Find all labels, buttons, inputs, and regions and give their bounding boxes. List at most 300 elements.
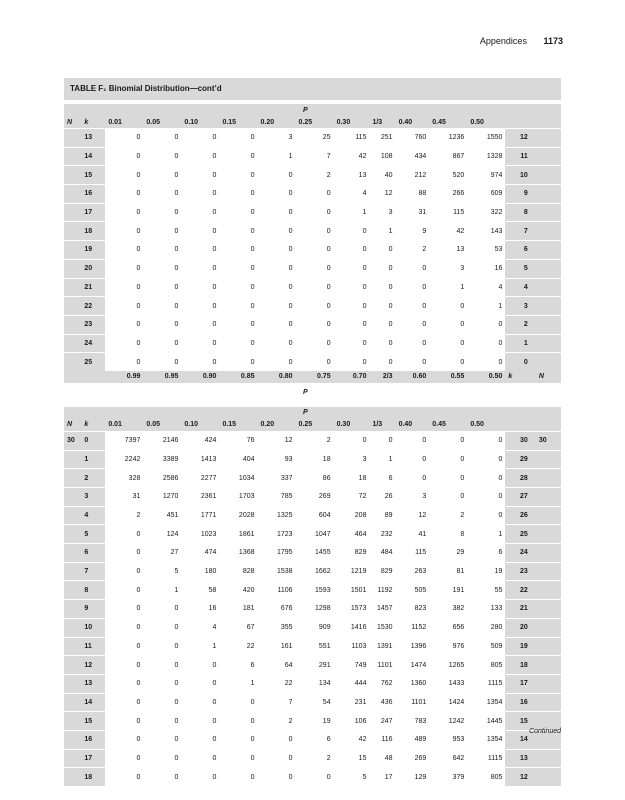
footer-p-value: 0.99 bbox=[105, 371, 143, 383]
value-cell: 93 bbox=[258, 450, 296, 469]
value-cell: 0 bbox=[467, 431, 505, 450]
n-complement-cell bbox=[536, 749, 561, 768]
value-cell: 474 bbox=[181, 544, 219, 563]
value-cell: 1101 bbox=[396, 693, 430, 712]
value-cell: 0 bbox=[105, 129, 143, 148]
value-cell: 0 bbox=[467, 334, 505, 353]
value-cell: 17 bbox=[369, 768, 395, 786]
table-row bbox=[64, 222, 561, 241]
value-cell: 1 bbox=[181, 637, 219, 656]
n-cell bbox=[64, 581, 81, 600]
k-cell: 19 bbox=[81, 241, 105, 260]
table-row bbox=[64, 353, 561, 371]
value-cell: 0 bbox=[143, 693, 181, 712]
value-cell: 18 bbox=[334, 469, 370, 488]
value-cell: 4 bbox=[467, 278, 505, 297]
value-cell: 829 bbox=[369, 562, 395, 581]
value-cell: 0 bbox=[296, 315, 334, 334]
value-cell: 1298 bbox=[296, 600, 334, 619]
k-complement-cell: 15 bbox=[505, 712, 535, 731]
n-cell bbox=[64, 656, 81, 675]
value-cell: 2277 bbox=[181, 469, 219, 488]
value-cell: 0 bbox=[396, 297, 430, 316]
value-cell: 0 bbox=[369, 353, 395, 371]
value-cell: 0 bbox=[143, 147, 181, 166]
k-complement-cell: 1 bbox=[505, 334, 535, 353]
value-cell: 0 bbox=[369, 431, 395, 450]
n-complement-cell bbox=[536, 544, 561, 563]
n-cell bbox=[64, 259, 81, 278]
n-complement-cell bbox=[536, 297, 561, 316]
value-cell: 1354 bbox=[467, 730, 505, 749]
value-cell: 0 bbox=[219, 185, 257, 204]
header-n: N bbox=[64, 419, 81, 432]
value-cell: 48 bbox=[369, 749, 395, 768]
k-cell: 21 bbox=[81, 278, 105, 297]
value-cell: 1152 bbox=[396, 618, 430, 637]
value-cell: 0 bbox=[219, 730, 257, 749]
value-cell: 0 bbox=[181, 147, 219, 166]
table-row bbox=[64, 147, 561, 166]
table-row bbox=[64, 203, 561, 222]
value-cell: 22 bbox=[219, 637, 257, 656]
value-cell: 1662 bbox=[296, 562, 334, 581]
value-cell: 0 bbox=[105, 185, 143, 204]
value-cell: 0 bbox=[143, 315, 181, 334]
value-cell: 404 bbox=[219, 450, 257, 469]
k-complement-cell: 25 bbox=[505, 525, 535, 544]
value-cell: 805 bbox=[467, 656, 505, 675]
k-complement-cell: 19 bbox=[505, 637, 535, 656]
value-cell: 783 bbox=[396, 712, 430, 731]
header-p-value: 0.25 bbox=[296, 116, 334, 129]
value-cell: 0 bbox=[143, 297, 181, 316]
value-cell: 0 bbox=[334, 259, 370, 278]
value-cell: 16 bbox=[181, 600, 219, 619]
value-cell: 0 bbox=[258, 749, 296, 768]
value-cell: 0 bbox=[181, 768, 219, 786]
value-cell: 0 bbox=[396, 315, 430, 334]
n-cell bbox=[64, 712, 81, 731]
k-complement-cell: 22 bbox=[505, 581, 535, 600]
value-cell: 266 bbox=[429, 185, 467, 204]
n-complement-cell bbox=[536, 353, 561, 371]
value-cell: 1457 bbox=[369, 600, 395, 619]
table-row bbox=[64, 166, 561, 185]
value-cell: 116 bbox=[369, 730, 395, 749]
section-title: Appendices bbox=[479, 36, 527, 46]
n-cell bbox=[64, 637, 81, 656]
value-cell: 823 bbox=[396, 600, 430, 619]
blank-cell bbox=[64, 104, 81, 116]
table-part-1 bbox=[64, 104, 561, 403]
value-cell: 5 bbox=[143, 562, 181, 581]
k-complement-cell: 10 bbox=[505, 166, 535, 185]
k-cell: 12 bbox=[81, 656, 105, 675]
value-cell: 0 bbox=[181, 334, 219, 353]
value-cell: 0 bbox=[429, 431, 467, 450]
value-cell: 505 bbox=[396, 581, 430, 600]
value-cell: 434 bbox=[396, 147, 430, 166]
value-cell: 232 bbox=[369, 525, 395, 544]
footer-p-value: 0.75 bbox=[296, 371, 334, 383]
table-row bbox=[64, 674, 561, 693]
value-cell: 19 bbox=[467, 562, 505, 581]
value-cell: 0 bbox=[429, 297, 467, 316]
value-cell: 0 bbox=[258, 166, 296, 185]
k-complement-cell: 13 bbox=[505, 749, 535, 768]
value-cell: 484 bbox=[369, 544, 395, 563]
value-cell: 247 bbox=[369, 712, 395, 731]
value-cell: 0 bbox=[181, 674, 219, 693]
value-cell: 2 bbox=[296, 431, 334, 450]
value-cell: 269 bbox=[396, 749, 430, 768]
value-cell: 0 bbox=[105, 203, 143, 222]
value-cell: 0 bbox=[396, 469, 430, 488]
value-cell: 5 bbox=[334, 768, 370, 786]
value-cell: 0 bbox=[258, 730, 296, 749]
n-cell bbox=[64, 749, 81, 768]
value-cell: 2586 bbox=[143, 469, 181, 488]
header-p-value: 0.45 bbox=[429, 419, 467, 432]
value-cell: 81 bbox=[429, 562, 467, 581]
value-cell: 133 bbox=[467, 600, 505, 619]
value-cell: 0 bbox=[258, 185, 296, 204]
value-cell: 0 bbox=[105, 259, 143, 278]
table-row bbox=[64, 469, 561, 488]
page-header bbox=[480, 36, 563, 46]
value-cell: 382 bbox=[429, 600, 467, 619]
footer-p-value: 0.90 bbox=[181, 371, 219, 383]
value-cell: 212 bbox=[396, 166, 430, 185]
value-cell: 1 bbox=[369, 450, 395, 469]
value-cell: 1396 bbox=[396, 637, 430, 656]
value-cell: 0 bbox=[334, 334, 370, 353]
k-complement-cell: 4 bbox=[505, 278, 535, 297]
value-cell: 67 bbox=[219, 618, 257, 637]
header-p-value: 0.45 bbox=[429, 116, 467, 129]
value-cell: 1391 bbox=[369, 637, 395, 656]
value-cell: 0 bbox=[467, 506, 505, 525]
value-cell: 2242 bbox=[105, 450, 143, 469]
k-cell: 6 bbox=[81, 544, 105, 563]
n-complement-cell bbox=[536, 334, 561, 353]
value-cell: 0 bbox=[105, 166, 143, 185]
value-cell: 0 bbox=[258, 222, 296, 241]
value-cell: 9 bbox=[396, 222, 430, 241]
value-cell: 2 bbox=[105, 506, 143, 525]
value-cell: 0 bbox=[105, 749, 143, 768]
value-cell: 0 bbox=[258, 203, 296, 222]
value-cell: 1101 bbox=[369, 656, 395, 675]
value-cell: 2 bbox=[296, 166, 334, 185]
n-cell bbox=[64, 353, 81, 371]
value-cell: 909 bbox=[296, 618, 334, 637]
k-cell: 20 bbox=[81, 259, 105, 278]
value-cell: 760 bbox=[396, 129, 430, 148]
value-cell: 1265 bbox=[429, 656, 467, 675]
value-cell: 0 bbox=[258, 315, 296, 334]
n-cell bbox=[64, 618, 81, 637]
value-cell: 0 bbox=[219, 297, 257, 316]
n-complement-cell bbox=[536, 637, 561, 656]
n-cell bbox=[64, 166, 81, 185]
value-cell: 509 bbox=[467, 637, 505, 656]
k-complement-cell: 27 bbox=[505, 488, 535, 507]
value-cell: 436 bbox=[369, 693, 395, 712]
table-caption: TABLE F₁ Binomial Distribution—cont’d bbox=[64, 78, 561, 100]
value-cell: 0 bbox=[334, 278, 370, 297]
table-part-2 bbox=[64, 407, 561, 786]
value-cell: 0 bbox=[181, 315, 219, 334]
value-cell: 337 bbox=[258, 469, 296, 488]
value-cell: 55 bbox=[467, 581, 505, 600]
value-cell: 0 bbox=[219, 166, 257, 185]
value-cell: 1115 bbox=[467, 674, 505, 693]
n-cell bbox=[64, 488, 81, 507]
value-cell: 1115 bbox=[467, 749, 505, 768]
value-cell: 191 bbox=[429, 581, 467, 600]
value-cell: 0 bbox=[143, 712, 181, 731]
blank-cell bbox=[536, 104, 561, 116]
k-cell: 5 bbox=[81, 525, 105, 544]
table-row bbox=[64, 768, 561, 786]
value-cell: 0 bbox=[219, 334, 257, 353]
k-cell: 4 bbox=[81, 506, 105, 525]
header-p-value: 1/3 bbox=[369, 116, 395, 129]
header-p-value: 0.25 bbox=[296, 419, 334, 432]
value-cell: 0 bbox=[296, 241, 334, 260]
value-cell: 0 bbox=[105, 147, 143, 166]
value-cell: 0 bbox=[296, 203, 334, 222]
value-cell: 0 bbox=[105, 600, 143, 619]
k-complement-cell: 16 bbox=[505, 693, 535, 712]
header-p-value: 0.01 bbox=[105, 116, 143, 129]
value-cell: 0 bbox=[143, 259, 181, 278]
value-cell: 4 bbox=[334, 185, 370, 204]
n-complement-cell bbox=[536, 185, 561, 204]
n-complement-cell bbox=[536, 469, 561, 488]
k-complement-cell: 7 bbox=[505, 222, 535, 241]
value-cell: 76 bbox=[219, 431, 257, 450]
table-row bbox=[64, 525, 561, 544]
value-cell: 0 bbox=[143, 618, 181, 637]
n-complement-cell bbox=[536, 166, 561, 185]
n-cell bbox=[64, 506, 81, 525]
value-cell: 0 bbox=[143, 166, 181, 185]
k-cell: 18 bbox=[81, 222, 105, 241]
value-cell: 1 bbox=[467, 297, 505, 316]
value-cell: 0 bbox=[429, 488, 467, 507]
value-cell: 129 bbox=[396, 768, 430, 786]
n-complement-cell bbox=[536, 315, 561, 334]
value-cell: 328 bbox=[105, 469, 143, 488]
value-cell: 1360 bbox=[396, 674, 430, 693]
value-cell: 0 bbox=[181, 730, 219, 749]
value-cell: 143 bbox=[467, 222, 505, 241]
k-cell: 18 bbox=[81, 768, 105, 786]
value-cell: 6 bbox=[369, 469, 395, 488]
value-cell: 1023 bbox=[181, 525, 219, 544]
value-cell: 2146 bbox=[143, 431, 181, 450]
n-cell bbox=[64, 450, 81, 469]
value-cell: 0 bbox=[105, 278, 143, 297]
blank-cell bbox=[536, 419, 561, 432]
value-cell: 134 bbox=[296, 674, 334, 693]
value-cell: 0 bbox=[105, 712, 143, 731]
footer-p-value: 2/3 bbox=[369, 371, 395, 383]
value-cell: 0 bbox=[143, 129, 181, 148]
footer-k: k bbox=[505, 371, 535, 383]
n-complement-cell bbox=[536, 450, 561, 469]
value-cell: 0 bbox=[181, 241, 219, 260]
footer-row bbox=[64, 371, 561, 383]
value-cell: 1242 bbox=[429, 712, 467, 731]
k-complement-cell: 24 bbox=[505, 544, 535, 563]
blank-cell bbox=[505, 383, 535, 403]
value-cell: 0 bbox=[143, 278, 181, 297]
value-cell: 0 bbox=[105, 768, 143, 786]
n-cell bbox=[64, 297, 81, 316]
value-cell: 0 bbox=[181, 166, 219, 185]
n-cell bbox=[64, 600, 81, 619]
value-cell: 115 bbox=[396, 544, 430, 563]
value-cell: 13 bbox=[334, 166, 370, 185]
value-cell: 13 bbox=[429, 241, 467, 260]
value-cell: 520 bbox=[429, 166, 467, 185]
table-row bbox=[64, 544, 561, 563]
value-cell: 1328 bbox=[467, 147, 505, 166]
value-cell: 0 bbox=[105, 693, 143, 712]
value-cell: 0 bbox=[181, 185, 219, 204]
table-row bbox=[64, 637, 561, 656]
value-cell: 3 bbox=[396, 488, 430, 507]
value-cell: 106 bbox=[334, 712, 370, 731]
value-cell: 609 bbox=[467, 185, 505, 204]
value-cell: 54 bbox=[296, 693, 334, 712]
value-cell: 0 bbox=[181, 656, 219, 675]
value-cell: 0 bbox=[143, 241, 181, 260]
k-cell: 3 bbox=[81, 488, 105, 507]
footer-p-value: 0.95 bbox=[143, 371, 181, 383]
k-cell: 9 bbox=[81, 600, 105, 619]
value-cell: 1771 bbox=[181, 506, 219, 525]
k-cell: 15 bbox=[81, 166, 105, 185]
value-cell: 0 bbox=[429, 334, 467, 353]
n-complement-cell bbox=[536, 618, 561, 637]
header-p-value: 0.30 bbox=[334, 419, 370, 432]
blank-cell bbox=[505, 104, 535, 116]
table-row bbox=[64, 278, 561, 297]
value-cell: 0 bbox=[467, 450, 505, 469]
n-complement-cell bbox=[536, 562, 561, 581]
table-row bbox=[64, 334, 561, 353]
value-cell: 828 bbox=[219, 562, 257, 581]
value-cell: 0 bbox=[219, 693, 257, 712]
value-cell: 231 bbox=[334, 693, 370, 712]
value-cell: 0 bbox=[105, 222, 143, 241]
value-cell: 0 bbox=[334, 315, 370, 334]
header-p-value: 0.05 bbox=[143, 116, 181, 129]
n-complement-cell bbox=[536, 693, 561, 712]
value-cell: 0 bbox=[143, 656, 181, 675]
value-cell: 0 bbox=[396, 431, 430, 450]
value-cell: 0 bbox=[369, 297, 395, 316]
k-complement-cell: 17 bbox=[505, 674, 535, 693]
footer-p-label-row bbox=[64, 383, 561, 403]
table-row bbox=[64, 600, 561, 619]
value-cell: 181 bbox=[219, 600, 257, 619]
k-complement-cell: 0 bbox=[505, 353, 535, 371]
k-cell: 22 bbox=[81, 297, 105, 316]
value-cell: 26 bbox=[369, 488, 395, 507]
value-cell: 0 bbox=[219, 749, 257, 768]
n-cell bbox=[64, 129, 81, 148]
value-cell: 0 bbox=[219, 259, 257, 278]
value-cell: 3 bbox=[429, 259, 467, 278]
table-row bbox=[64, 749, 561, 768]
value-cell: 64 bbox=[258, 656, 296, 675]
k-complement-cell: 6 bbox=[505, 241, 535, 260]
value-cell: 0 bbox=[143, 353, 181, 371]
value-cell: 4 bbox=[181, 618, 219, 637]
k-cell: 14 bbox=[81, 693, 105, 712]
k-complement-cell: 18 bbox=[505, 656, 535, 675]
value-cell: 41 bbox=[396, 525, 430, 544]
value-cell: 1573 bbox=[334, 600, 370, 619]
n-cell bbox=[64, 693, 81, 712]
value-cell: 27 bbox=[143, 544, 181, 563]
value-cell: 42 bbox=[334, 147, 370, 166]
p-label-row bbox=[64, 407, 561, 419]
value-cell: 1703 bbox=[219, 488, 257, 507]
value-cell: 0 bbox=[219, 129, 257, 148]
value-cell: 1 bbox=[369, 222, 395, 241]
blank-cell bbox=[64, 371, 81, 383]
header-p-value: 0.40 bbox=[396, 116, 430, 129]
value-cell: 1416 bbox=[334, 618, 370, 637]
value-cell: 444 bbox=[334, 674, 370, 693]
n-complement-cell bbox=[536, 768, 561, 786]
value-cell: 12 bbox=[258, 431, 296, 450]
table-row bbox=[64, 506, 561, 525]
blank-cell bbox=[81, 371, 105, 383]
n-complement-cell bbox=[536, 506, 561, 525]
page-number: 1173 bbox=[543, 36, 563, 46]
header-p-value: 1/3 bbox=[369, 419, 395, 432]
value-cell: 1106 bbox=[258, 581, 296, 600]
value-cell: 72 bbox=[334, 488, 370, 507]
header-p-value: 0.50 bbox=[467, 419, 505, 432]
value-cell: 0 bbox=[258, 297, 296, 316]
value-cell: 1 bbox=[143, 581, 181, 600]
value-cell: 355 bbox=[258, 618, 296, 637]
table-row bbox=[64, 730, 561, 749]
value-cell: 0 bbox=[219, 278, 257, 297]
value-cell: 2361 bbox=[181, 488, 219, 507]
value-cell: 0 bbox=[105, 637, 143, 656]
n-cell bbox=[64, 278, 81, 297]
blank-cell bbox=[81, 383, 105, 403]
value-cell: 251 bbox=[369, 129, 395, 148]
table-row bbox=[64, 656, 561, 675]
p-label: P bbox=[105, 407, 505, 419]
header-p-value: 0.01 bbox=[105, 419, 143, 432]
header-p-value: 0.40 bbox=[396, 419, 430, 432]
k-cell: 11 bbox=[81, 637, 105, 656]
value-cell: 19 bbox=[296, 712, 334, 731]
header-p-value: 0.05 bbox=[143, 419, 181, 432]
